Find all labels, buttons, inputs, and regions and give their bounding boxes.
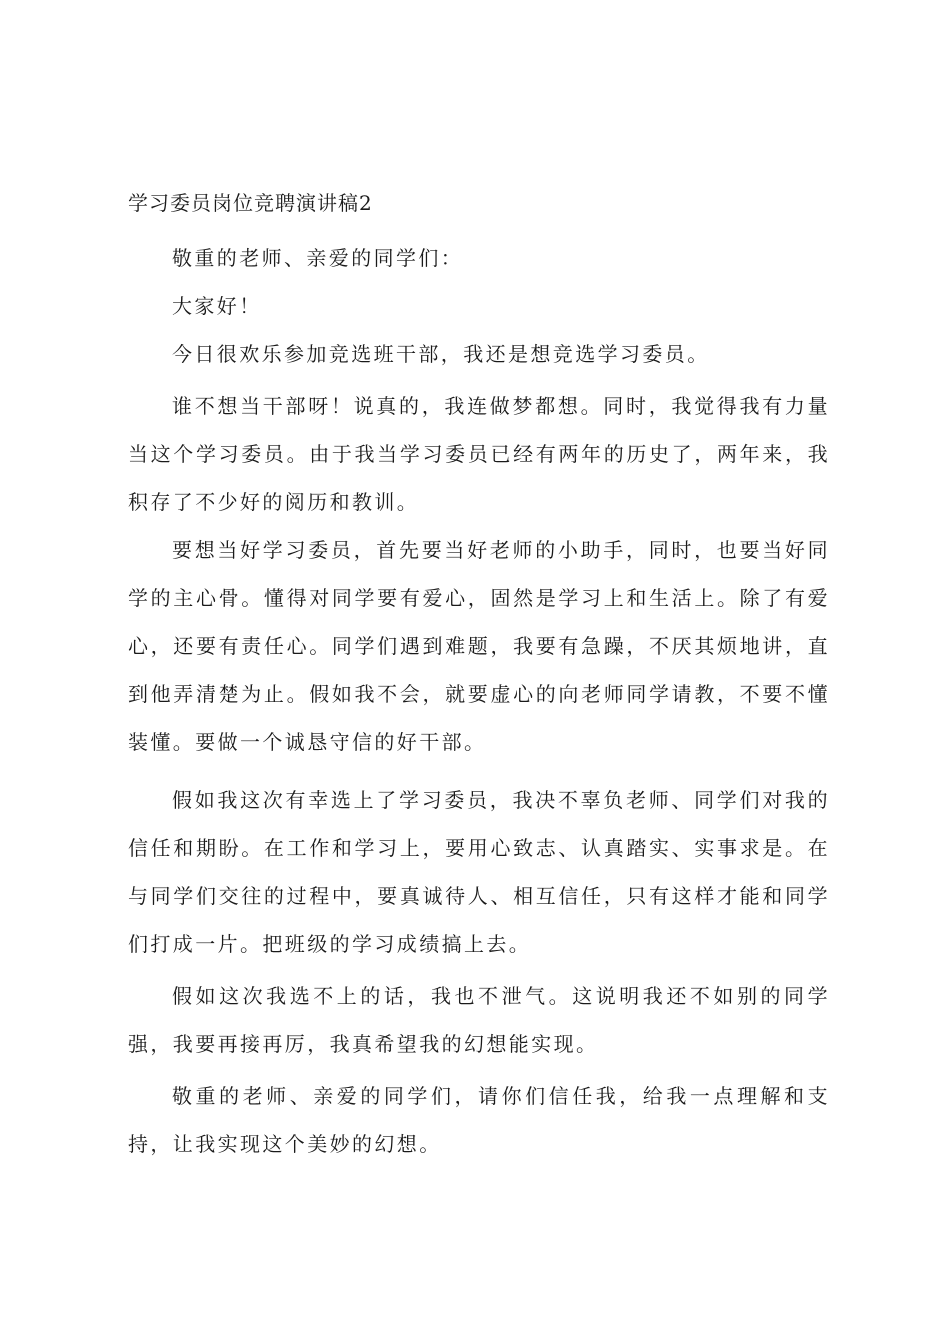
paragraph-closing: 敬重的老师、亲爱的同学们，请你们信任我，给我一点理解和支持，让我实现这个美妙的幻想。 [128,1084,830,1156]
paragraph-greeting: 大家好！ [172,294,262,318]
paragraph-experience: 谁不想当干部呀！说真的，我连做梦都想。同时，我觉得我有力量当这个学习委员。由于我当学习委员已经有两年的历史了，两年来，我积存了不少好的阅历和教训。 [128,394,830,514]
paragraph-responsibility: 要想当好学习委员，首先要当好老师的小助手，同时，也要当好同学的主心骨。懂得对同学要有爱心，固然是学习上和生活上。除了有爱心，还要有责任心。同学们遇到难题，我要有急躁，不厌其烦地讲，直到他弄清楚为止。假如我不会，就要虚心的向老师同学请教，不要不懂装懂。要做一个诚恳守信的好干部。 [128,538,830,754]
paragraph-if-not-elected: 假如这次我选不上的话，我也不泄气。这说明我还不如别的同学强，我要再接再厉，我真希望我的幻想能实现。 [128,984,830,1056]
paragraph-intro: 今日很欢乐参加竞选班干部，我还是想竞选学习委员。 [172,342,710,366]
document-title: 学习委员岗位竞聘演讲稿2 [128,191,373,215]
paragraph-promise: 假如我这次有幸选上了学习委员，我决不辜负老师、同学们对我的信任和期盼。在工作和学习上，要用心致志、认真踏实、实事求是。在与同学们交往的过程中，要真诚待人、相互信任，只有这样才能和同学们打成一片。把班级的学习成绩搞上去。 [128,788,830,956]
paragraph-salutation: 敬重的老师、亲爱的同学们： [172,246,464,270]
